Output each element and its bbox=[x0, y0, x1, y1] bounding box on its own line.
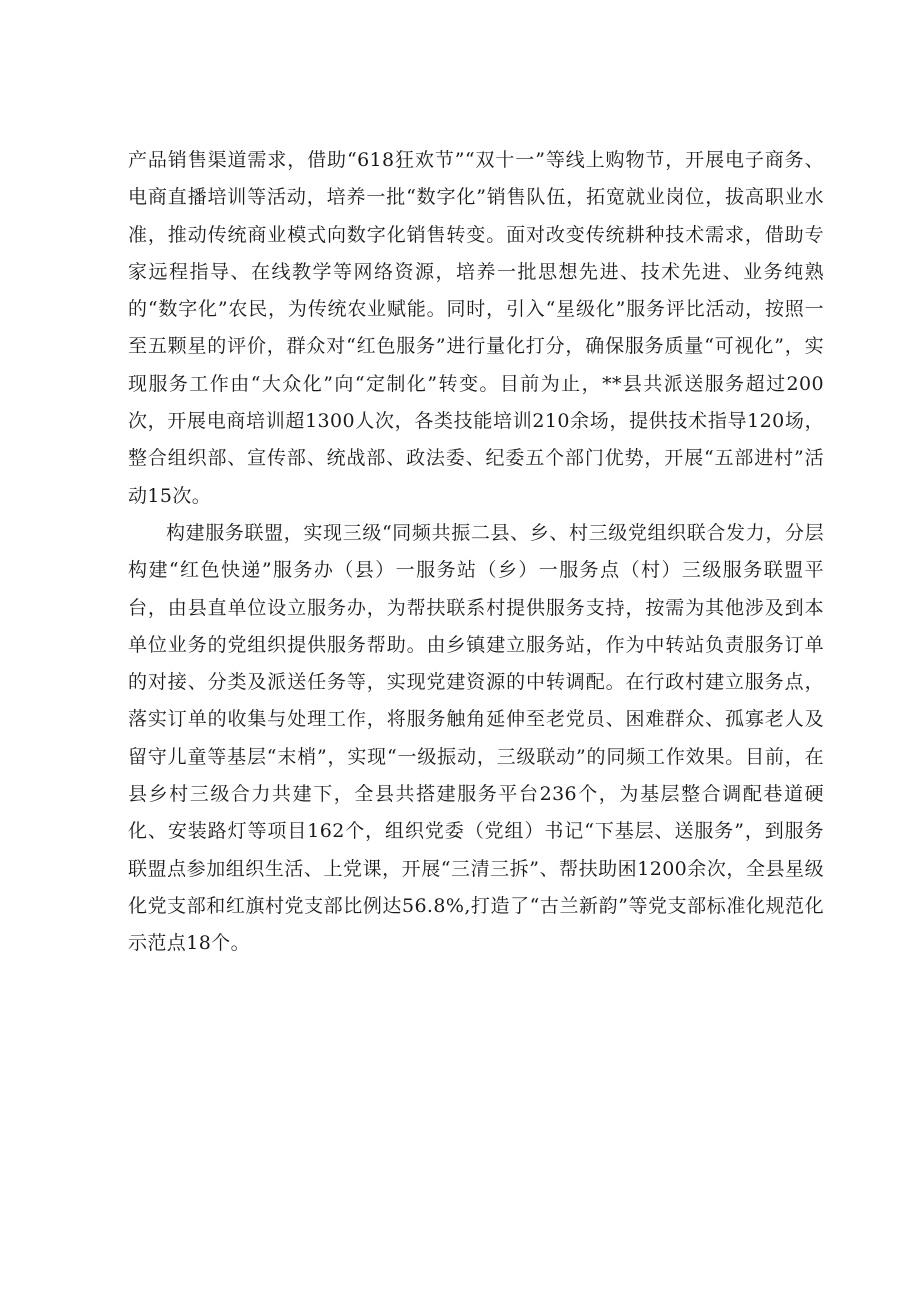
document-page bbox=[128, 142, 824, 963]
paragraph-1: 产品销售渠道需求，借助“618狂欢节”“双十一”等线上购物节，开展电子商务、电商直播培训等活动，培养一批“数字化”销售队伍，拓宽就业岗位，拔高职业水准，推动传统商业模式向数字化销售转变。面对改变传统耕种技术需求，借助专家远程指导、在线教学等网络资源，培养一批思想先进、技术先进、业务纯熟的“数字化”农民，为传统农业赋能。同时，引入“星级化”服务评比活动，按照一至五颗星的评价，群众对“红色服务”进行量化打分，确保服务质量“可视化”，实现服务工作由“大众化”向“定制化”转变。目前为止，**县共派送服务超过200次，开展电商培训超1300人次，各类技能培训210余场，提供技术指导120场，整合组织部、宣传部、统战部、政法委、纪委五个部门优势，开展“五部进村”活动15次。 bbox=[128, 149, 824, 507]
paragraph-2: 构建服务联盟，实现三级“同频共振二县、乡、村三级党组织联合发力，分层构建“红色快递”服务办（县）一服务站（乡）一服务点（村）三级服务联盟平台，由县直单位设立服务办，为帮扶联系村提供服务支持，按需为其他涉及到本单位业务的党组织提供服务帮助。由乡镇建立服务站，作为中转站负责服务订单的对接、分类及派送任务等，实现党建资源的中转调配。在行政村建立服务点，落实订单的收集与处理工作，将服务触角延伸至老党员、困难群众、孤寡老人及留守儿童等基层“末梢”，实现“一级振动，三级联动”的同频工作效果。目前，在县乡村三级合力共建下，全县共搭建服务平台236个，为基层整合调配巷道硬化、安装路灯等项目162个，组织党委（党组）书记“下基层、送服务”，到服务联盟点参加组织生活、上党课，开展“三清三拆”、帮扶助困1200余次，全县星级化党支部和红旗村党支部比例达56.8%,打造了“古兰新韵”等党支部标准化规范化示范点18个。 bbox=[128, 521, 824, 955]
